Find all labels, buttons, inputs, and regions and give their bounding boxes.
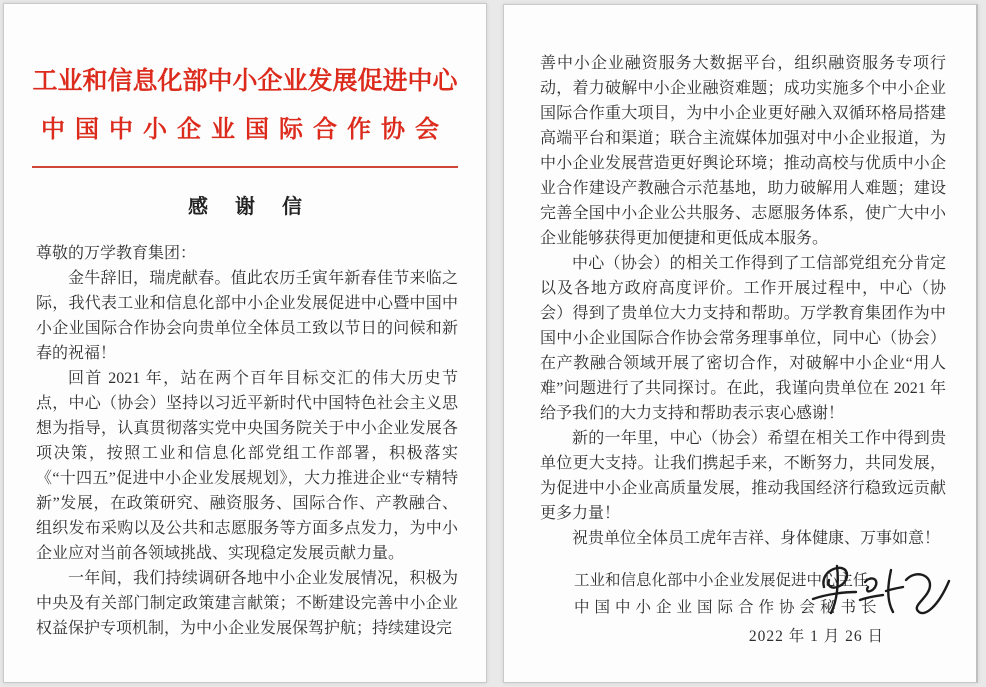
paragraph: 一年间，我们持续调研各地中小企业发展情况，积极为中央及有关部门制定政策建言献策；不断建设完善中小企业权益保护专项机制，为中小企业发展保驾护航；持续建设完 bbox=[36, 570, 458, 637]
letter-date: 2022 年 1 月 26 日 bbox=[748, 628, 884, 645]
letter-body-page1 bbox=[36, 241, 458, 641]
paragraph: 回首 2021 年，站在两个百年目标交汇的伟大历史节点，中心（协会）坚持以习近平新时代中国特色社会主义思想为指导，认真贯彻落实党中央国务院关于中小企业发展各项决策，按照工业和信息化部党组工作部署，积极落实《“十四五”促进中小企业发展规划》，大力推进企业“专精特新”发展，在政策研究、融资服务、国际合作、产教融合、组织发布采购以及公共和志愿服务等方面多点发力，为中小企业应对当前各领域挑战、实现稳定发展贡献力量。 bbox=[36, 370, 458, 562]
letter-page-1 bbox=[3, 3, 487, 683]
closing-wish: 祝贵单位全体员工虎年吉祥、身体健康、万事如意！ bbox=[572, 530, 941, 547]
signer-title-line2: 中国中小企业国际合作协会秘书长 bbox=[574, 599, 882, 616]
paragraph: 新的一年里，中心（协会）希望在相关工作中得到贵单位更大支持。让我们携起手来，不断努力，共同发展，为促进中小企业高质量发展，推动我国经济行稳致远贡献更多力量！ bbox=[540, 430, 946, 522]
handwritten-signature-icon bbox=[802, 553, 952, 631]
letter-body-page2 bbox=[540, 51, 946, 551]
signer-title-line1: 工业和信息化部中小企业发展促进中心主任 bbox=[574, 572, 869, 589]
letterhead-org-line2: 中国中小企业国际合作协会 bbox=[41, 117, 449, 143]
paragraph-continuation: 善中小企业融资服务大数据平台，组织融资服务专项行动，着力破解中小企业融资难题；成功实施多个中小企业国际合作重大项目，为中小企业更好融入双循环格局搭建高端平台和渠道；联合主流媒体加强对中小企业报道，为中小企业发展营造更好舆论环境；推动高校与优质中小企业合作建设产教融合示范基地，助力破解用人难题；建设完善全国中小企业公共服务、志愿服务体系，使广大中小企业能够获得更加便捷和更低成本服务。 bbox=[540, 55, 946, 247]
salutation: 尊敬的万学教育集团： bbox=[36, 245, 197, 262]
letter-title: 感 谢 信 bbox=[188, 196, 313, 218]
letterhead-divider bbox=[32, 166, 458, 168]
letterhead bbox=[4, 62, 486, 152]
letterhead-org-line1: 工业和信息化部中小企业发展促进中心 bbox=[32, 68, 458, 95]
letter-page-2 bbox=[503, 4, 978, 683]
paragraph: 中心（协会）的相关工作得到了工信部党组充分肯定以及各地方政府高度评价。工作开展过程中，中心（协会）得到了贵单位大力支持和帮助。万学教育集团作为中国中小企业国际合作协会常务理事单位，同中心（协会）在产教融合领域开展了密切合作，对破解中小企业“用人难”问题进行了共同探讨。在此，我谨向贵单位在 2021 年给予我们的大力支持和帮助表示衷心感谢！ bbox=[540, 255, 946, 422]
signature-block bbox=[540, 567, 946, 650]
paragraph: 金牛辞旧，瑞虎献春。值此农历壬寅年新春佳节来临之际，我代表工业和信息化部中小企业发展促进中心暨中国中小企业国际合作协会向贵单位全体员工致以节日的问候和新春的祝福！ bbox=[36, 270, 458, 362]
